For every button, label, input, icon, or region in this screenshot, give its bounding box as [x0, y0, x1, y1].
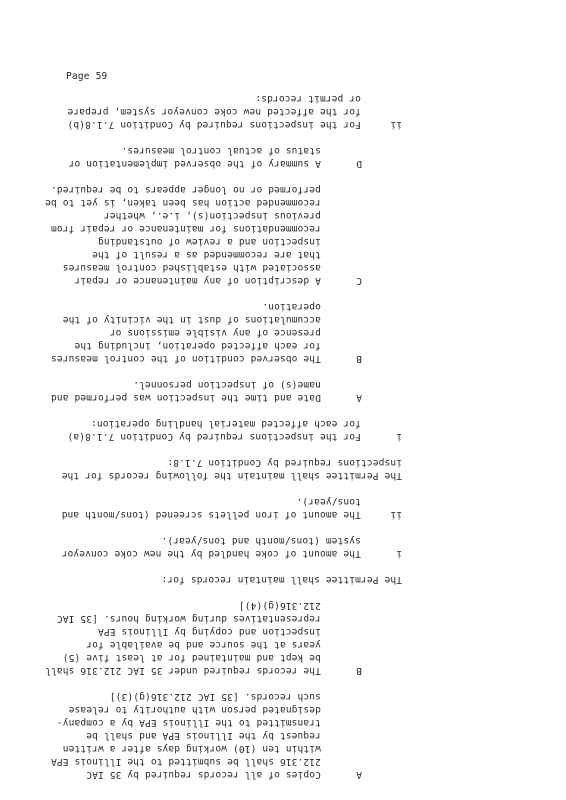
document-line: inspection and a review of outstanding	[97, 236, 362, 247]
document-line: be kept and maintained for at least five (5)	[62, 652, 362, 663]
document-line: The Permittee shall maintain the following records for the	[61, 470, 402, 481]
document-line: C A description of any maintenance or repair	[74, 275, 362, 286]
document-line: or permit records:	[255, 93, 402, 104]
document-line: designated person with authority to release	[68, 704, 362, 715]
document-line: ii For the inspections required by Condition 7.1.8(b)	[67, 119, 402, 130]
document-line: D A summary of the observed implementation or	[68, 158, 362, 169]
document-line: recommended action has been taken, is yet to be	[45, 197, 362, 208]
document-line: operation.	[262, 301, 362, 312]
document-line: name(s) of inspection personnel.	[133, 379, 362, 390]
document-line: transmitted to the Illinois EPA by a company-	[56, 717, 362, 728]
document-line: 212.316 shall be submitted to the Illinois EPA	[50, 756, 362, 767]
document-line: The Permittee shall maintain records for:	[161, 574, 402, 585]
document-line: years at the source and be available for	[86, 639, 362, 650]
document-line: associated with established control measures	[62, 262, 362, 273]
document-line: for the affected new coke conveyor system, prepare	[67, 106, 402, 117]
document-line: performed or no longer appears to be required.	[50, 184, 362, 195]
document-line: recommendations for maintenance or repair from	[50, 223, 362, 234]
document-line: accumulations of dust in the vicinity of the	[62, 314, 362, 325]
document-line: 212.316(g)(4)]	[238, 600, 362, 611]
document-line: within ten (10) working days after a written	[62, 743, 362, 754]
document-line: that are recommended as a result of the	[92, 249, 362, 260]
document-line: system (tons/month and tons/year).	[161, 535, 402, 546]
page-number: Page 59	[66, 71, 108, 82]
document-line: A Date and time the inspection was performed and	[50, 392, 362, 403]
document-line: for each affected material handling operation:	[90, 418, 402, 429]
document-line: B The observed condition of the control measures	[50, 353, 362, 364]
document-line: presence of any visible emissions or	[109, 327, 362, 338]
document-line: status of actual control measures.	[121, 145, 362, 156]
document-line: for each affected operation, including the	[74, 340, 362, 351]
document-line: i For the inspections required by Condition 7.1.8(a)	[67, 431, 402, 442]
document-line: ii The amount of iron pellets screened (tons/month and	[61, 509, 402, 520]
document-line: inspection and copying by Illinois EPA	[97, 626, 362, 637]
document-line: request by the Illinois EPA and shall be	[86, 730, 362, 741]
document-line: such records. [35 IAC 212.316(g)(3)]	[109, 691, 362, 702]
document-line: inspections required by Condition 7.1.8:	[167, 457, 402, 468]
document-line: A Copies of all records required by 35 IAC	[86, 769, 362, 780]
document-line: representatives during working hours. [35 IAC	[56, 613, 362, 624]
document-line: previous inspection(s), i.e., whether	[103, 210, 362, 221]
document-line: B The records required under 35 IAC 212.316 shall	[45, 665, 362, 676]
document-line: tons/year).	[296, 496, 402, 507]
document-line: i The amount of coke handled by the new coke conveyor	[61, 548, 402, 559]
